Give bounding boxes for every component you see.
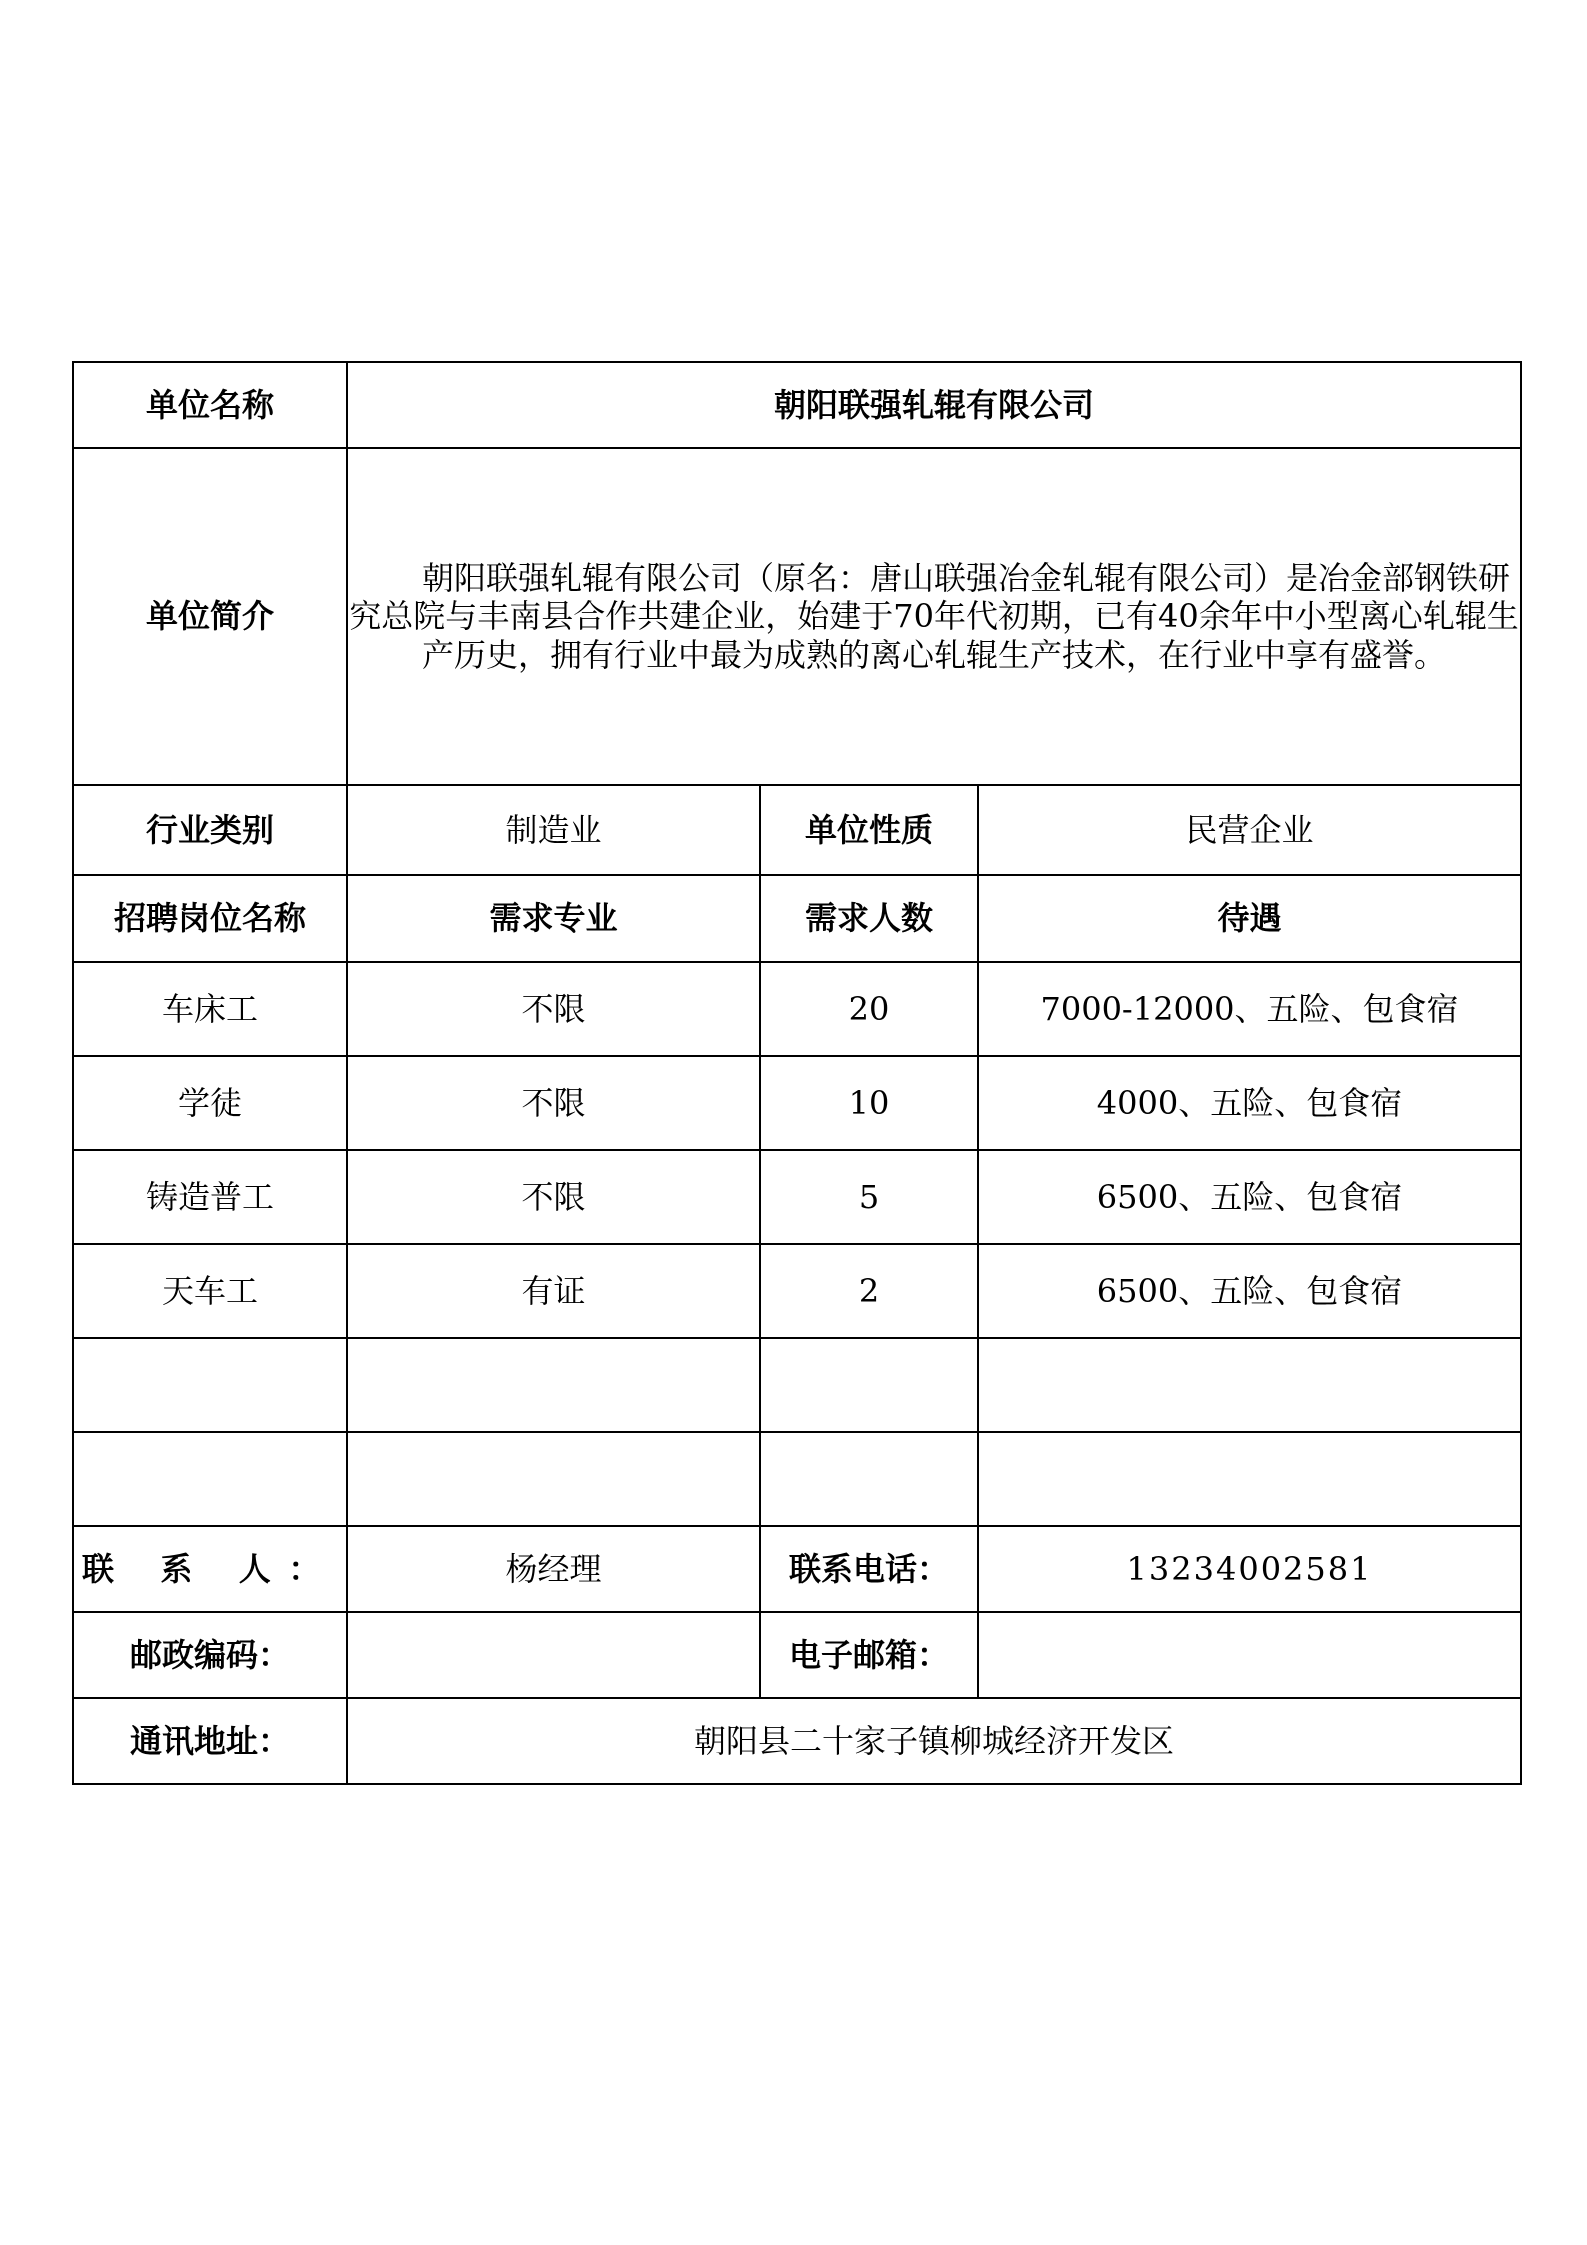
job-position <box>73 1338 347 1432</box>
recruitment-form-table <box>72 361 1522 1785</box>
job-major: 不限 <box>347 1056 760 1150</box>
address-row <box>73 1698 1521 1784</box>
nature-value: 民营企业 <box>978 785 1521 875</box>
job-major: 有证 <box>347 1244 760 1338</box>
job-benefits: 6500、五险、包食宿 <box>978 1150 1521 1244</box>
address-label: 通讯地址： <box>73 1698 347 1784</box>
job-benefits <box>978 1432 1521 1526</box>
job-benefits <box>978 1338 1521 1432</box>
postcode-label: 邮政编码： <box>73 1612 347 1698</box>
unit-intro-row <box>73 448 1521 785</box>
job-count <box>760 1432 978 1526</box>
table-row-empty <box>73 1338 1521 1432</box>
job-major: 不限 <box>347 1150 760 1244</box>
job-position <box>73 1432 347 1526</box>
column-header-benefits: 待遇 <box>978 875 1521 962</box>
job-position: 车床工 <box>73 962 347 1056</box>
contact-phone-label: 联系电话： <box>760 1526 978 1612</box>
nature-label: 单位性质 <box>760 785 978 875</box>
table-row-empty <box>73 1432 1521 1526</box>
job-major <box>347 1432 760 1526</box>
contact-person-label <box>73 1526 347 1612</box>
table-row <box>73 1150 1521 1244</box>
job-benefits: 7000-12000、五险、包食宿 <box>978 962 1521 1056</box>
table-row <box>73 1244 1521 1338</box>
job-position: 天车工 <box>73 1244 347 1338</box>
unit-name-row <box>73 362 1521 448</box>
job-position: 学徒 <box>73 1056 347 1150</box>
unit-name-value: 朝阳联强轧辊有限公司 <box>347 362 1521 448</box>
job-count: 20 <box>760 962 978 1056</box>
job-count: 10 <box>760 1056 978 1150</box>
job-position: 铸造普工 <box>73 1150 347 1244</box>
unit-name-label: 单位名称 <box>73 362 347 448</box>
column-header-count: 需求人数 <box>760 875 978 962</box>
email-value <box>978 1612 1521 1698</box>
job-major <box>347 1338 760 1432</box>
contact-row <box>73 1526 1521 1612</box>
jobs-header-row <box>73 875 1521 962</box>
job-count: 5 <box>760 1150 978 1244</box>
email-label: 电子邮箱： <box>760 1612 978 1698</box>
table-row <box>73 1056 1521 1150</box>
job-count <box>760 1338 978 1432</box>
job-count: 2 <box>760 1244 978 1338</box>
job-benefits: 4000、五险、包食宿 <box>978 1056 1521 1150</box>
classification-row <box>73 785 1521 875</box>
contact-person-value: 杨经理 <box>347 1526 760 1612</box>
contact-person-label-text: 联 系 人： <box>82 1549 338 1588</box>
industry-label: 行业类别 <box>73 785 347 875</box>
column-header-position: 招聘岗位名称 <box>73 875 347 962</box>
postcode-email-row <box>73 1612 1521 1698</box>
table-row <box>73 962 1521 1056</box>
job-major: 不限 <box>347 962 760 1056</box>
job-benefits: 6500、五险、包食宿 <box>978 1244 1521 1338</box>
column-header-major: 需求专业 <box>347 875 760 962</box>
industry-value: 制造业 <box>347 785 760 875</box>
address-value: 朝阳县二十家子镇柳城经济开发区 <box>347 1698 1521 1784</box>
unit-intro-label: 单位简介 <box>73 448 347 785</box>
contact-phone-value: 13234002581 <box>978 1526 1521 1612</box>
postcode-value <box>347 1612 760 1698</box>
unit-intro-text: 朝阳联强轧辊有限公司（原名：唐山联强冶金轧辊有限公司）是冶金部钢铁研究总院与丰南县合作共建企业，始建于70年代初期，已有40余年中小型离心轧辊生产历史，拥有行业中最为成熟的离心轧辊生产技术，在行业中享有盛誉。 <box>347 448 1521 785</box>
